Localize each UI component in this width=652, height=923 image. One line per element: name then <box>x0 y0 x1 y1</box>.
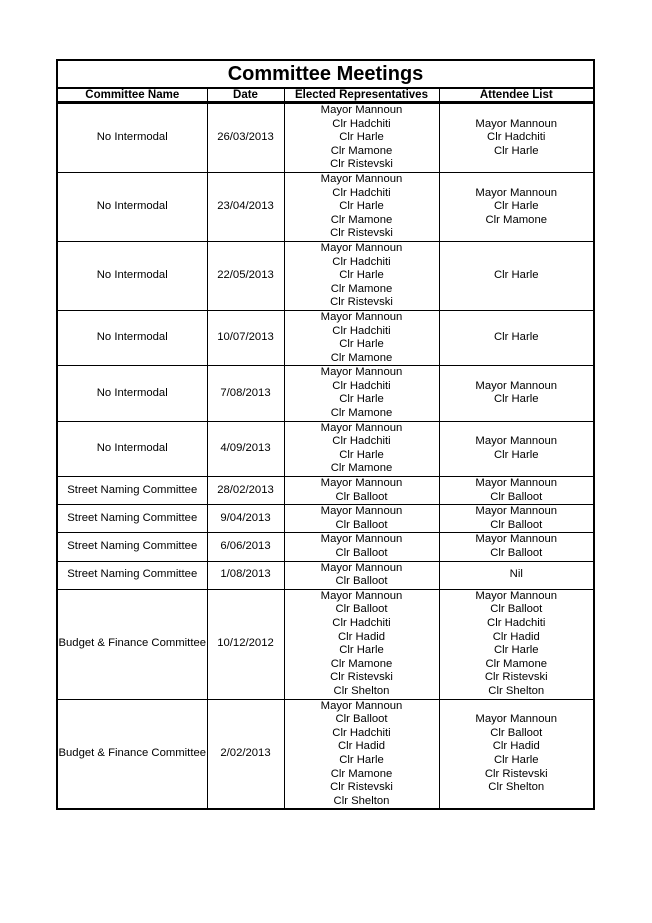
attendee: Clr Harle <box>493 200 539 213</box>
attendee: Clr Hadchiti <box>487 131 546 144</box>
attendee: Mayor Mannoun <box>475 713 558 726</box>
elected-representative: Clr Harle <box>339 131 384 144</box>
elected-representative: Clr Mamone <box>330 213 393 226</box>
attendee: Mayor Mannoun <box>475 533 558 546</box>
elected-representative: Clr Mamone <box>330 351 393 364</box>
attendee: Mayor Mannoun <box>475 477 558 490</box>
elected-representatives-cell <box>284 366 439 421</box>
elected-representative: Clr Shelton <box>333 684 390 697</box>
table-row <box>58 477 593 505</box>
attendee: Clr Balloot <box>490 726 543 739</box>
attendee-list-cell <box>439 366 593 421</box>
table-row <box>58 533 593 561</box>
elected-representative: Mayor Mannoun <box>320 366 403 379</box>
date-cell: 6/06/2013 <box>207 533 284 561</box>
elected-representative: Mayor Mannoun <box>320 310 403 323</box>
table-row <box>58 505 593 533</box>
attendee: Clr Shelton <box>488 684 545 697</box>
attendee-list-cell <box>439 699 593 808</box>
attendee-list-cell <box>439 533 593 561</box>
attendee: Clr Mamone <box>485 657 548 670</box>
elected-representatives-cell <box>284 421 439 476</box>
elected-representative: Mayor Mannoun <box>320 104 403 116</box>
header-row <box>58 89 593 103</box>
elected-representatives-cell <box>284 310 439 365</box>
table-row <box>58 589 593 699</box>
attendee-list-cell <box>439 241 593 310</box>
attendee: Clr Shelton <box>488 781 545 794</box>
elected-representatives-cell <box>284 241 439 310</box>
attendee-list-cell <box>439 421 593 476</box>
attendee: Clr Mamone <box>485 213 548 226</box>
elected-representative: Clr Harle <box>339 269 384 282</box>
date-cell: 7/08/2013 <box>207 366 284 421</box>
attendee-list-cell <box>439 477 593 505</box>
attendee: Clr Harle <box>493 753 539 766</box>
date-cell: 9/04/2013 <box>207 505 284 533</box>
elected-representative: Clr Ristevski <box>330 158 393 171</box>
elected-representative: Clr Hadchiti <box>332 117 391 130</box>
elected-representatives-cell <box>284 172 439 241</box>
elected-representative: Clr Balloot <box>335 518 388 531</box>
elected-representative: Clr Ristevski <box>330 296 393 309</box>
date-cell: 10/12/2012 <box>207 589 284 699</box>
elected-representative: Clr Hadchiti <box>332 435 391 448</box>
date-cell: 26/03/2013 <box>207 103 284 173</box>
elected-representatives-cell <box>284 699 439 808</box>
elected-representative: Clr Harle <box>339 753 384 766</box>
committee-name-cell: Street Naming Committee <box>58 533 207 561</box>
elected-representative: Clr Ristevski <box>330 227 393 240</box>
elected-representative: Clr Hadid <box>337 630 386 643</box>
elected-representative: Clr Harle <box>339 338 384 351</box>
elected-representative: Clr Mamone <box>330 657 393 670</box>
elected-representative: Clr Balloot <box>335 603 388 616</box>
elected-representative: Clr Mamone <box>330 407 393 420</box>
elected-representative: Mayor Mannoun <box>320 699 403 712</box>
table-row <box>58 699 593 808</box>
attendee: Clr Harle <box>493 644 539 657</box>
committee-name-cell: No Intermodal <box>58 310 207 365</box>
elected-representative: Clr Ristevski <box>330 671 393 684</box>
header-date: Date <box>207 89 284 103</box>
committee-meetings-sheet <box>56 59 595 810</box>
elected-representative: Clr Balloot <box>335 547 388 559</box>
elected-representative: Clr Hadchiti <box>332 616 391 629</box>
elected-representative: Clr Balloot <box>335 490 388 503</box>
header-committee-name: Committee Name <box>58 89 207 103</box>
elected-representatives-cell <box>284 103 439 173</box>
attendee: Clr Balloot <box>490 490 543 503</box>
committee-name-cell: Budget & Finance Committee <box>58 699 207 808</box>
attendee-list-cell <box>439 310 593 365</box>
elected-representative: Clr Harle <box>339 393 384 406</box>
attendee: Mayor Mannoun <box>475 589 558 602</box>
date-cell: 1/08/2013 <box>207 561 284 589</box>
committee-name-cell: Street Naming Committee <box>58 505 207 533</box>
attendee: Mayor Mannoun <box>475 435 558 448</box>
elected-representatives-cell <box>284 505 439 533</box>
elected-representative: Mayor Mannoun <box>320 477 403 490</box>
elected-representative: Clr Shelton <box>333 794 390 807</box>
elected-representative: Mayor Mannoun <box>320 241 403 254</box>
elected-representative: Clr Hadchiti <box>332 726 391 739</box>
elected-representative: Clr Harle <box>339 644 384 657</box>
elected-representative: Clr Hadchiti <box>332 379 391 392</box>
elected-representative: Clr Balloot <box>335 713 388 726</box>
table-row <box>58 366 593 421</box>
page-title: Committee Meetings <box>58 61 593 89</box>
committee-name-cell: No Intermodal <box>58 366 207 421</box>
attendee-list-cell <box>439 172 593 241</box>
date-cell: 2/02/2013 <box>207 699 284 808</box>
attendee: Clr Harle <box>493 331 539 344</box>
elected-representatives-cell <box>284 561 439 589</box>
attendee: Clr Harle <box>493 393 539 406</box>
attendee: Clr Harle <box>493 448 539 461</box>
header-attendee-list: Attendee List <box>439 89 593 103</box>
elected-representative: Mayor Mannoun <box>320 533 403 546</box>
elected-representatives-cell <box>284 533 439 561</box>
committee-name-cell: Budget & Finance Committee <box>58 589 207 699</box>
date-cell: 23/04/2013 <box>207 172 284 241</box>
date-cell: 4/09/2013 <box>207 421 284 476</box>
elected-representatives-cell <box>284 589 439 699</box>
date-cell: 22/05/2013 <box>207 241 284 310</box>
attendee: Mayor Mannoun <box>475 505 558 518</box>
elected-representative: Clr Hadid <box>337 740 386 753</box>
elected-representative: Clr Mamone <box>330 282 393 295</box>
elected-representative: Mayor Mannoun <box>320 561 403 574</box>
elected-representative: Mayor Mannoun <box>320 505 403 518</box>
attendee: Clr Harle <box>493 269 539 282</box>
elected-representative: Mayor Mannoun <box>320 589 403 602</box>
header-elected-representatives: Elected Representatives <box>284 89 439 103</box>
attendee-list-cell <box>439 505 593 533</box>
elected-representative: Clr Mamone <box>330 462 393 475</box>
elected-representatives-cell <box>284 477 439 505</box>
attendee: Nil <box>509 568 523 581</box>
date-cell: 28/02/2013 <box>207 477 284 505</box>
attendee: Mayor Mannoun <box>475 379 558 392</box>
attendee: Clr Harle <box>493 144 539 157</box>
table-row <box>58 421 593 476</box>
elected-representative: Clr Hadchiti <box>332 186 391 199</box>
attendee: Clr Hadchiti <box>487 616 546 629</box>
committee-name-cell: No Intermodal <box>58 421 207 476</box>
committee-name-cell: No Intermodal <box>58 103 207 173</box>
attendee: Clr Ristevski <box>484 671 548 684</box>
table-row <box>58 241 593 310</box>
attendee-list-cell <box>439 561 593 589</box>
elected-representative: Clr Hadchiti <box>332 255 391 268</box>
attendee: Mayor Mannoun <box>475 186 558 199</box>
elected-representative: Clr Mamone <box>330 767 393 780</box>
table-row <box>58 103 593 173</box>
table-row <box>58 310 593 365</box>
committee-name-cell: No Intermodal <box>58 172 207 241</box>
committee-name-cell: Street Naming Committee <box>58 561 207 589</box>
attendee: Clr Balloot <box>490 603 543 616</box>
attendee: Mayor Mannoun <box>475 117 558 130</box>
meetings-table <box>58 89 593 808</box>
table-row <box>58 561 593 589</box>
attendee: Clr Hadid <box>492 740 540 753</box>
elected-representative: Clr Mamone <box>330 144 393 157</box>
attendee: Clr Hadid <box>492 630 540 643</box>
table-row <box>58 172 593 241</box>
elected-representative: Clr Balloot <box>335 575 388 588</box>
committee-name-cell: Street Naming Committee <box>58 477 207 505</box>
elected-representative: Clr Hadchiti <box>332 324 391 337</box>
elected-representative: Clr Ristevski <box>330 781 393 794</box>
elected-representative: Mayor Mannoun <box>320 172 403 185</box>
attendee-list-cell <box>439 103 593 173</box>
elected-representative: Mayor Mannoun <box>320 421 403 434</box>
attendee: Clr Balloot <box>490 547 543 559</box>
attendee-list-cell <box>439 589 593 699</box>
attendee: Clr Balloot <box>490 518 543 531</box>
elected-representative: Clr Harle <box>339 200 384 213</box>
committee-name-cell: No Intermodal <box>58 241 207 310</box>
elected-representative: Clr Harle <box>339 448 384 461</box>
attendee: Clr Ristevski <box>484 767 548 780</box>
date-cell: 10/07/2013 <box>207 310 284 365</box>
